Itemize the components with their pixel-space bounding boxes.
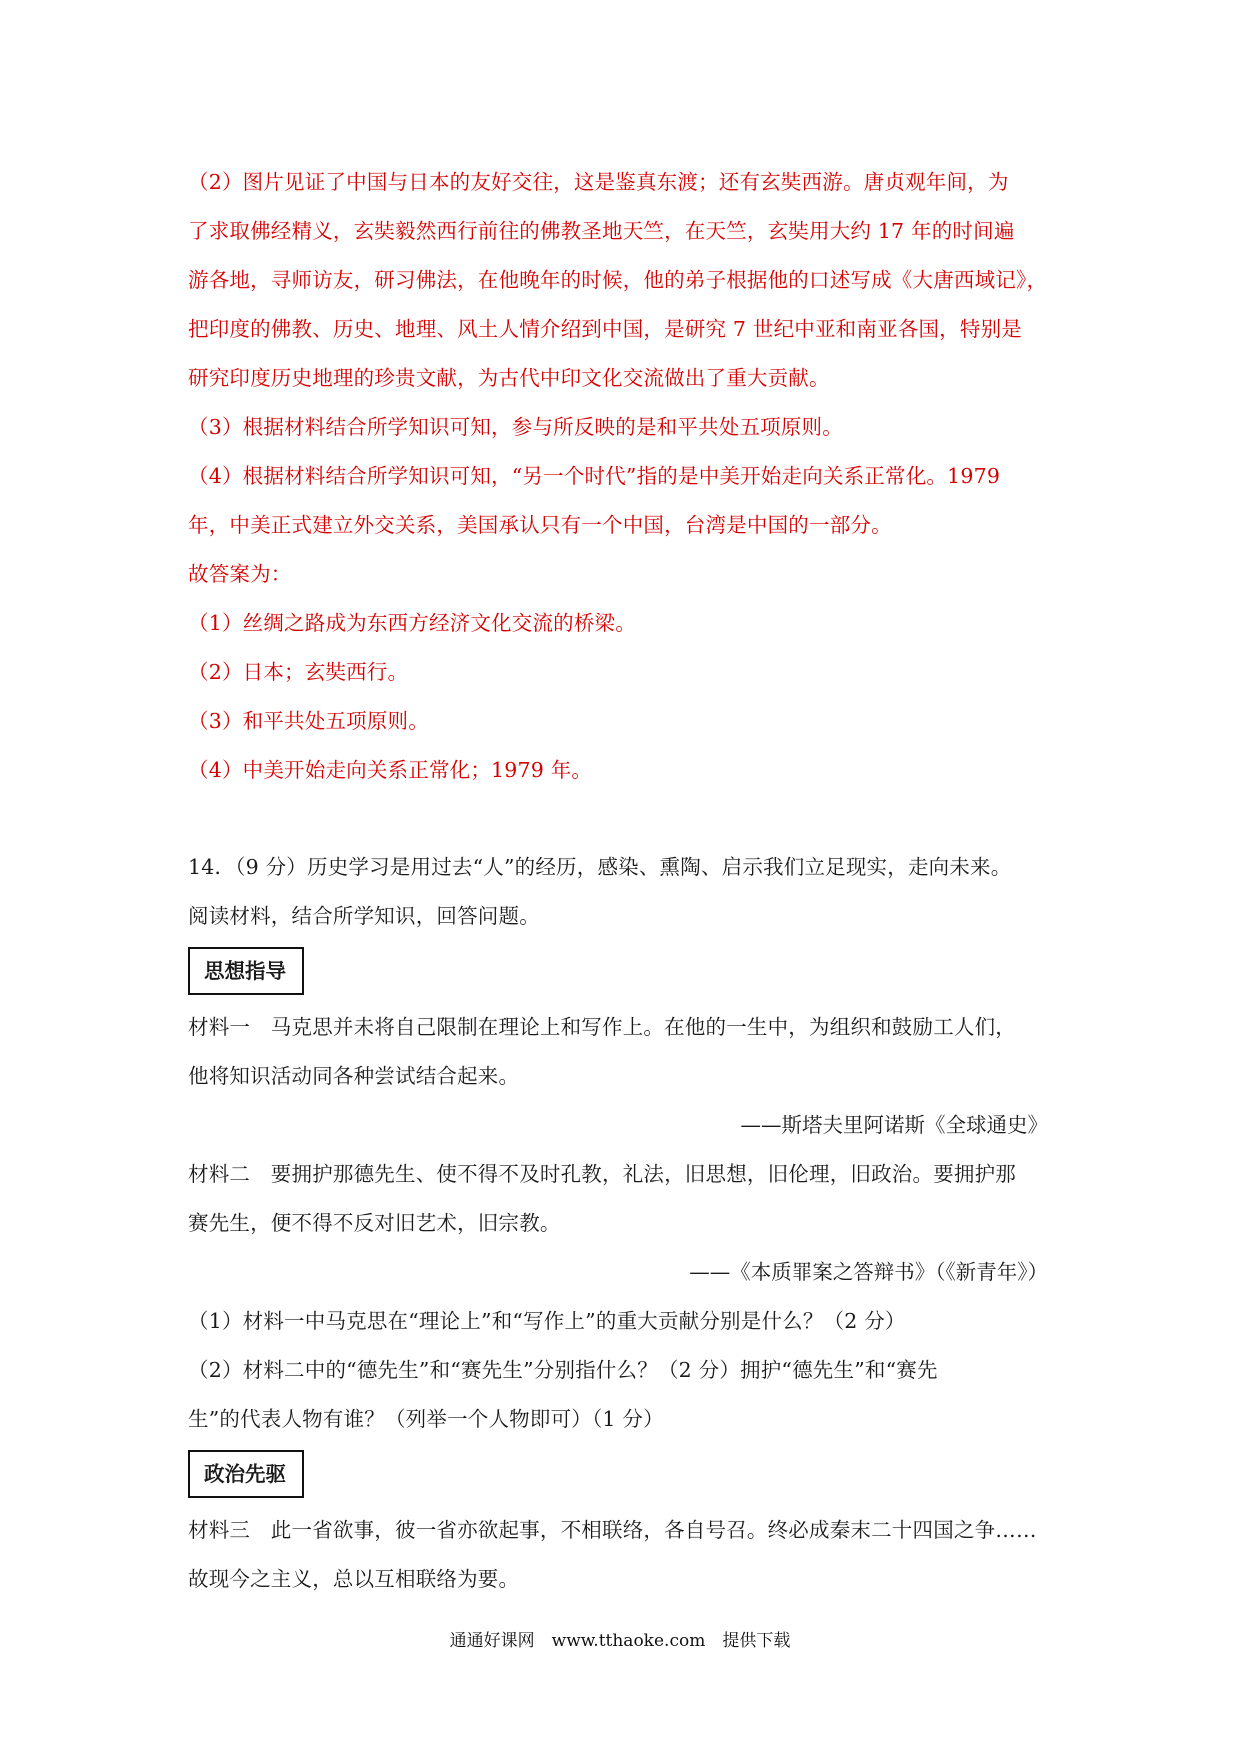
answer-item: （3）和平共处五项原则。 — [188, 709, 429, 733]
question-stem-line: 阅读材料，结合所学知识，回答问题。 — [188, 904, 540, 928]
answer-explanation-3: （3）根据材料结合所学知识可知，参与所反映的是和平共处五项原则。 — [188, 415, 843, 439]
answer-item: （4）中美开始走向关系正常化；1979 年。 — [188, 758, 593, 782]
text-line: 把印度的佛教、历史、地理、风土人情介绍到中国，是研究 7 世纪中亚和南亚各国，特别是 — [188, 317, 1022, 341]
material-2-line: 材料二 要拥护那德先生、使不得不及时孔教，礼法，旧思想，旧伦理，旧政治。要拥护那 — [188, 1162, 1016, 1186]
answer-explanation-4 — [188, 452, 1056, 550]
section-title-thought-guidance: 思想指导 — [188, 947, 304, 995]
answer-item: （2）日本；玄奘西行。 — [188, 660, 409, 684]
page-footer: 通通好课网 www.tthaoke.com 提供下载 — [449, 1631, 791, 1651]
page-content — [188, 158, 1056, 1604]
material-1-line: 他将知识活动同各种尝试结合起来。 — [188, 1064, 520, 1088]
answer-explanation-2 — [188, 158, 1056, 403]
material-1-line: 材料一 马克思并未将自己限制在理论上和写作上。在他的一生中，为组织和鼓励工人们， — [188, 1015, 1016, 1039]
answer-label: 故答案为： — [188, 562, 292, 586]
question-stem-line: 14．（9 分）历史学习是用过去“人”的经历，感染、熏陶、启示我们立足现实，走向未来。 — [188, 855, 1012, 879]
text-line: 游各地，寻师访友，研习佛法，在他晚年的时候，他的弟子根据他的口述写成《大唐西域记》， — [188, 268, 1048, 292]
text-line: （2）图片见证了中国与日本的友好交往，这是鉴真东渡；还有玄奘西游。唐贞观年间，为 — [188, 170, 1009, 194]
text-line: 年，中美正式建立外交关系，美国承认只有一个中国，台湾是中国的一部分。 — [188, 513, 892, 537]
material-2-source: ——《本质罪案之答辩书》（《新青年》） — [689, 1260, 1048, 1284]
question-14 — [188, 843, 1056, 1604]
text-line: 研究印度历史地理的珍贵文献，为古代中印文化交流做出了重大贡献。 — [188, 366, 830, 390]
section-title-political-pioneer: 政治先驱 — [188, 1450, 304, 1498]
text-line: （4）根据材料结合所学知识可知，“另一个时代”指的是中美开始走向关系正常化。1979 — [188, 464, 1001, 488]
sub-question-2-line: （2）材料二中的“德先生”和“赛先生”分别指什么？（2 分）拥护“德先生”和“赛先 — [188, 1358, 938, 1382]
material-3-line: 材料三 此一省欲事，彼一省亦欲起事，不相联络，各自号召。终必成秦末二十四国之争…… — [188, 1518, 1037, 1542]
sub-question-1: （1）材料一中马克思在“理论上”和“写作上”的重大贡献分别是什么？（2 分） — [188, 1309, 906, 1333]
text-line: 了求取佛经精义，玄奘毅然西行前往的佛教圣地天竺，在天竺，玄奘用大约 17 年的时间遍 — [188, 219, 1015, 243]
material-1-source: ——斯塔夫里阿诺斯《全球通史》 — [740, 1113, 1048, 1137]
material-2-line: 赛先生，便不得不反对旧艺术，旧宗教。 — [188, 1211, 561, 1235]
material-3-line: 故现今之主义，总以互相联络为要。 — [188, 1567, 520, 1591]
answer-list — [188, 599, 1056, 795]
answer-item: （1）丝绸之路成为东西方经济文化交流的桥梁。 — [188, 611, 636, 635]
sub-question-2-line: 生”的代表人物有谁？（列举一个人物即可）（1 分） — [188, 1407, 664, 1431]
spacer — [188, 795, 1056, 843]
